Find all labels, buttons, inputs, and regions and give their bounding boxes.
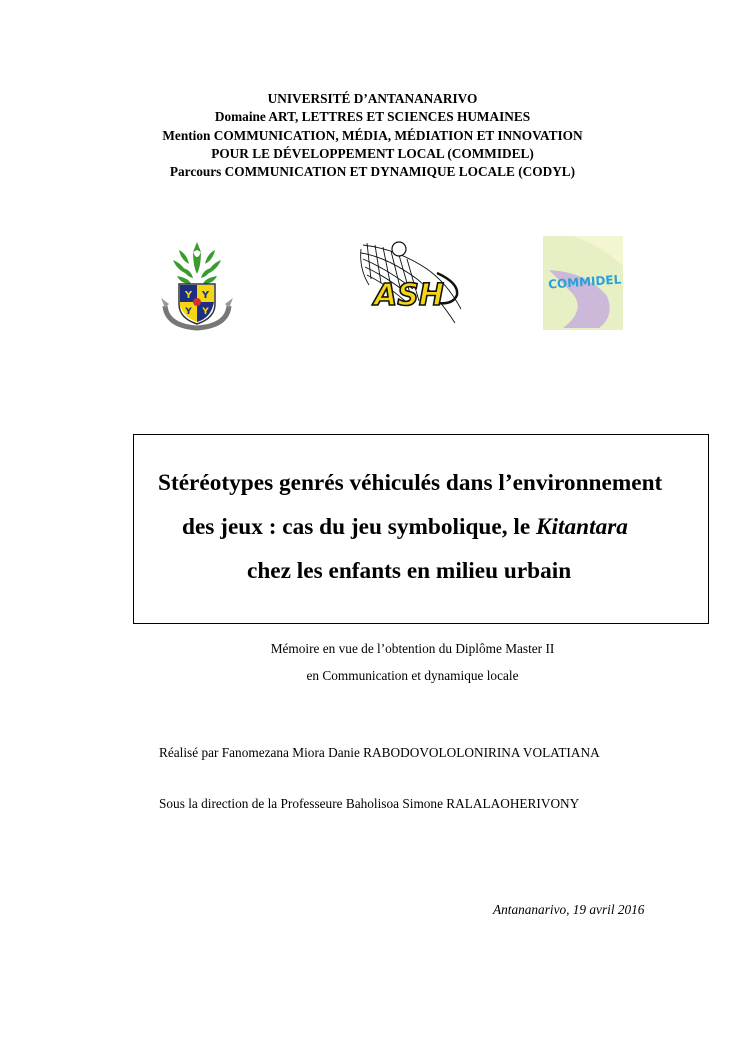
commidel-logo bbox=[543, 236, 623, 330]
thesis-title-line-2-text: des jeux : cas du jeu symbolique, le bbox=[182, 514, 537, 540]
svg-text:Y: Y bbox=[202, 307, 209, 317]
mention-name-continued: POUR LE DÉVELOPPEMENT LOCAL (COMMIDEL) bbox=[211, 145, 534, 161]
thesis-title-line-2 bbox=[182, 513, 628, 541]
commidel-logo-text: COMMIDEL bbox=[547, 272, 622, 292]
thesis-title-line-1: Stéréotypes genrés véhiculés dans l’environnement bbox=[158, 470, 663, 496]
svg-text:Y: Y bbox=[185, 307, 192, 317]
author-line: Réalisé par Fanomezana Miora Danie RABODOVOLOLONIRINA VOLATIANA bbox=[159, 745, 600, 760]
institution-header bbox=[0, 90, 745, 181]
thesis-title-line-3: chez les enfants en milieu urbain bbox=[247, 558, 572, 584]
ash-logo-text: ASH bbox=[374, 278, 444, 313]
ash-logo bbox=[357, 239, 465, 329]
thesis-title-kitantara: Kitantara bbox=[536, 514, 628, 540]
place-date: Antananarivo, 19 avril 2016 bbox=[493, 902, 645, 917]
mention-name: Mention COMMUNICATION, MÉDIA, MÉDIATION ET INNOVATION bbox=[162, 127, 583, 143]
svg-text:Y: Y bbox=[184, 290, 193, 301]
director-line: Sous la direction de la Professeure Baholisoa Simone RALALAOHERIVONY bbox=[159, 796, 580, 811]
parcours-name: Parcours COMMUNICATION ET DYNAMIQUE LOCALE (CODYL) bbox=[169, 164, 576, 180]
memoire-purpose-line-1: Mémoire en vue de l’obtention du Diplôme Master II bbox=[270, 641, 555, 656]
domain-name: Domaine ART, LETTRES ET SCIENCES HUMAINES bbox=[214, 109, 531, 125]
thesis-title-box bbox=[133, 434, 709, 624]
university-name: UNIVERSITÉ D’ANTANANARIVO bbox=[267, 91, 478, 106]
svg-text:Y: Y bbox=[201, 290, 210, 301]
memoire-purpose-line-2: en Communication et dynamique locale bbox=[306, 668, 519, 683]
university-crest-logo bbox=[157, 238, 237, 332]
